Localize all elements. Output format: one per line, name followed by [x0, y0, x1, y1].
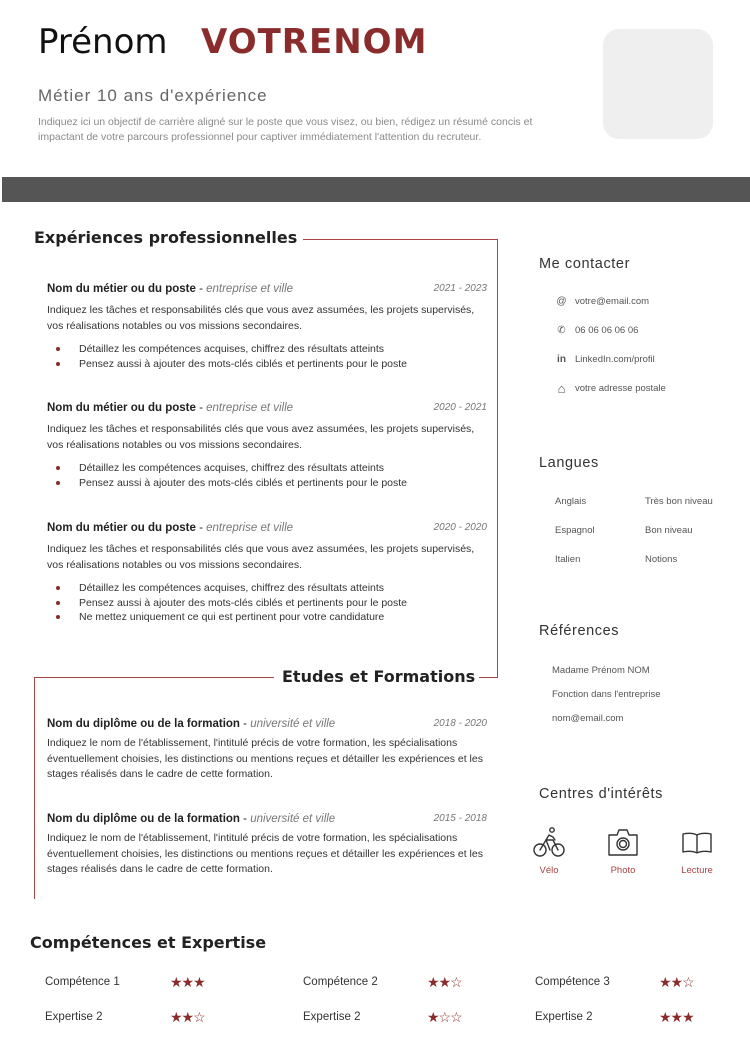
experience-dates: 2020 - 2020	[433, 522, 487, 533]
bullet-item: Détaillez les compétences acquises, chiffrez des résultats atteints	[79, 581, 487, 596]
bicycle-icon	[532, 825, 566, 859]
career-objective: Indiquez ici un objectif de carrière aligné sur le poste que vous visez, ou bien, rédigez un résumé concis et impactant de votre parcours professionnel pour captiver immédiatement l'attention du recruteur.	[38, 116, 533, 143]
interest-photography	[593, 825, 653, 876]
experience-company: entreprise et ville	[206, 522, 294, 534]
contact-email[interactable]	[548, 287, 666, 316]
bullet-item: Pensez aussi à ajouter des mots-clés ciblés et pertinents pour le poste	[79, 476, 487, 491]
experience-divider-right	[497, 239, 498, 677]
education-divider-right	[479, 677, 498, 678]
language-level: Notions	[645, 554, 678, 565]
photo-placeholder	[603, 29, 713, 139]
skill-name: Expertise 2	[45, 1011, 103, 1023]
interests-section-title: Centres d'intérêts	[539, 786, 663, 802]
contact-list	[548, 287, 666, 403]
experience-bullets	[47, 581, 487, 625]
home-icon: ⌂	[557, 381, 566, 396]
skill-rating: ★★★	[659, 1009, 694, 1025]
experience-company: entreprise et ville	[206, 402, 294, 414]
language-level: Très bon niveau	[645, 496, 713, 507]
bullet-item: Pensez aussi à ajouter des mots-clés ciblés et pertinents pour le poste	[79, 357, 487, 372]
experience-description: Indiquez les tâches et responsabilités clés que vous avez assumées, les projets supervisés, vos réalisations notables ou vos missions secondaires.	[47, 543, 475, 571]
job-title: Métier 10 ans d'expérience	[38, 86, 268, 105]
phone-icon: ✆	[557, 325, 566, 336]
language-row	[539, 516, 713, 545]
reference-role: Fonction dans l'entreprise	[552, 689, 661, 700]
education-degree: Nom du diplôme ou de la formation	[47, 813, 240, 825]
language-level: Bon niveau	[645, 525, 693, 536]
skill-rating: ★★☆	[427, 974, 462, 990]
education-heading	[47, 813, 487, 825]
experience-divider-top	[303, 239, 497, 240]
contact-section-title: Me contacter	[539, 256, 631, 272]
separator: -	[195, 522, 207, 534]
contact-email-text: votre@email.com	[575, 296, 650, 307]
contact-phone-text: 06 06 06 06 06	[575, 325, 639, 336]
contact-address[interactable]	[548, 374, 666, 403]
skill-name: Compétence 1	[45, 976, 120, 988]
bullet-item: Détaillez les compétences acquises, chiffrez des résultats atteints	[79, 342, 487, 357]
skill-name: Compétence 3	[535, 976, 610, 988]
interest-label: Vélo	[539, 865, 559, 876]
skill-rating: ★☆☆	[427, 1009, 462, 1025]
header-band	[2, 177, 750, 202]
skill-rating: ★★★	[170, 974, 205, 990]
separator: -	[239, 813, 251, 825]
experience-bullets	[47, 461, 487, 490]
skill-name: Expertise 2	[303, 1011, 361, 1023]
language-name: Anglais	[555, 496, 587, 507]
skill-name: Compétence 2	[303, 976, 378, 988]
experience-role: Nom du métier ou du poste	[47, 522, 196, 534]
references-section-title: Références	[539, 623, 620, 639]
experience-description: Indiquez les tâches et responsabilités clés que vous avez assumées, les projets supervisés, vos réalisations notables ou vos missions secondaires.	[47, 304, 475, 332]
education-school: université et ville	[250, 718, 336, 730]
languages-list	[539, 487, 713, 574]
linkedin-icon: in	[557, 354, 566, 365]
experience-heading	[47, 283, 487, 295]
experience-company: entreprise et ville	[206, 283, 294, 295]
bullet-item: Détaillez les compétences acquises, chiffrez des résultats atteints	[79, 461, 487, 476]
references-list	[552, 659, 661, 731]
interest-reading	[667, 825, 727, 876]
skill-rating: ★★☆	[170, 1009, 205, 1025]
experience-entry	[47, 522, 487, 625]
separator: -	[195, 283, 207, 295]
experience-description: Indiquez les tâches et responsabilités clés que vous avez assumées, les projets supervisés, vos réalisations notables ou vos missions secondaires.	[47, 423, 475, 451]
language-row	[539, 487, 713, 516]
bullet-item: Ne mettez uniquement ce qui est pertinent pour votre candidature	[79, 610, 487, 625]
skill-rating: ★★☆	[659, 974, 694, 990]
reference-name: Madame Prénom NOM	[552, 665, 650, 676]
language-name: Espagnol	[555, 525, 595, 536]
education-description: Indiquez le nom de l'établissement, l'intitulé précis de votre formation, les spécialisations éventuellement choisies, les distinctions ou mentions reçues et détailler les expériences et les stages réalisés dans le cadre de cette formation.	[47, 737, 483, 780]
experience-bullets	[47, 342, 487, 371]
bullet-item: Pensez aussi à ajouter des mots-clés ciblés et pertinents pour le poste	[79, 596, 487, 611]
contact-linkedin-text: LinkedIn.com/profil	[575, 354, 655, 365]
contact-linkedin[interactable]	[548, 345, 666, 374]
skill-name: Expertise 2	[535, 1011, 593, 1023]
experience-role: Nom du métier ou du poste	[47, 402, 196, 414]
education-divider-vertical	[34, 677, 35, 899]
education-entry	[47, 813, 487, 878]
education-dates: 2015 - 2018	[433, 813, 487, 824]
education-school: université et ville	[250, 813, 336, 825]
experience-role: Nom du métier ou du poste	[47, 283, 196, 295]
experience-dates: 2021 - 2023	[433, 283, 487, 294]
camera-icon	[606, 825, 640, 859]
separator: -	[239, 718, 251, 730]
education-dates: 2018 - 2020	[433, 718, 487, 729]
education-section-title: Etudes et Formations	[282, 667, 476, 686]
language-name: Italien	[555, 554, 581, 565]
education-divider-left	[34, 677, 274, 678]
last-name: VOTRENOM	[201, 22, 428, 62]
experience-heading	[47, 522, 487, 534]
experience-section-title: Expériences professionnelles	[34, 228, 305, 247]
interest-label: Lecture	[681, 865, 713, 876]
book-icon	[680, 825, 714, 859]
education-heading	[47, 718, 487, 730]
language-row	[539, 545, 713, 574]
at-icon: @	[556, 296, 567, 307]
languages-section-title: Langues	[539, 455, 599, 471]
interest-label: Photo	[610, 865, 636, 876]
first-name: Prénom	[38, 22, 168, 62]
experience-heading	[47, 402, 487, 414]
experience-entry	[47, 402, 487, 490]
education-degree: Nom du diplôme ou de la formation	[47, 718, 240, 730]
interest-cycling	[519, 825, 579, 876]
separator: -	[195, 402, 207, 414]
contact-phone[interactable]	[548, 316, 666, 345]
skills-section-title: Compétences et Expertise	[30, 933, 267, 952]
education-description: Indiquez le nom de l'établissement, l'intitulé précis de votre formation, les spécialisations éventuellement choisies, les distinctions ou mentions reçues et détailler les expériences et les stages réalisés dans le cadre de cette formation.	[47, 832, 483, 875]
reference-email[interactable]: nom@email.com	[552, 713, 624, 724]
education-entry	[47, 718, 487, 783]
contact-address-text: votre adresse postale	[575, 383, 666, 394]
experience-entry	[47, 283, 487, 371]
experience-dates: 2020 - 2021	[433, 402, 487, 413]
